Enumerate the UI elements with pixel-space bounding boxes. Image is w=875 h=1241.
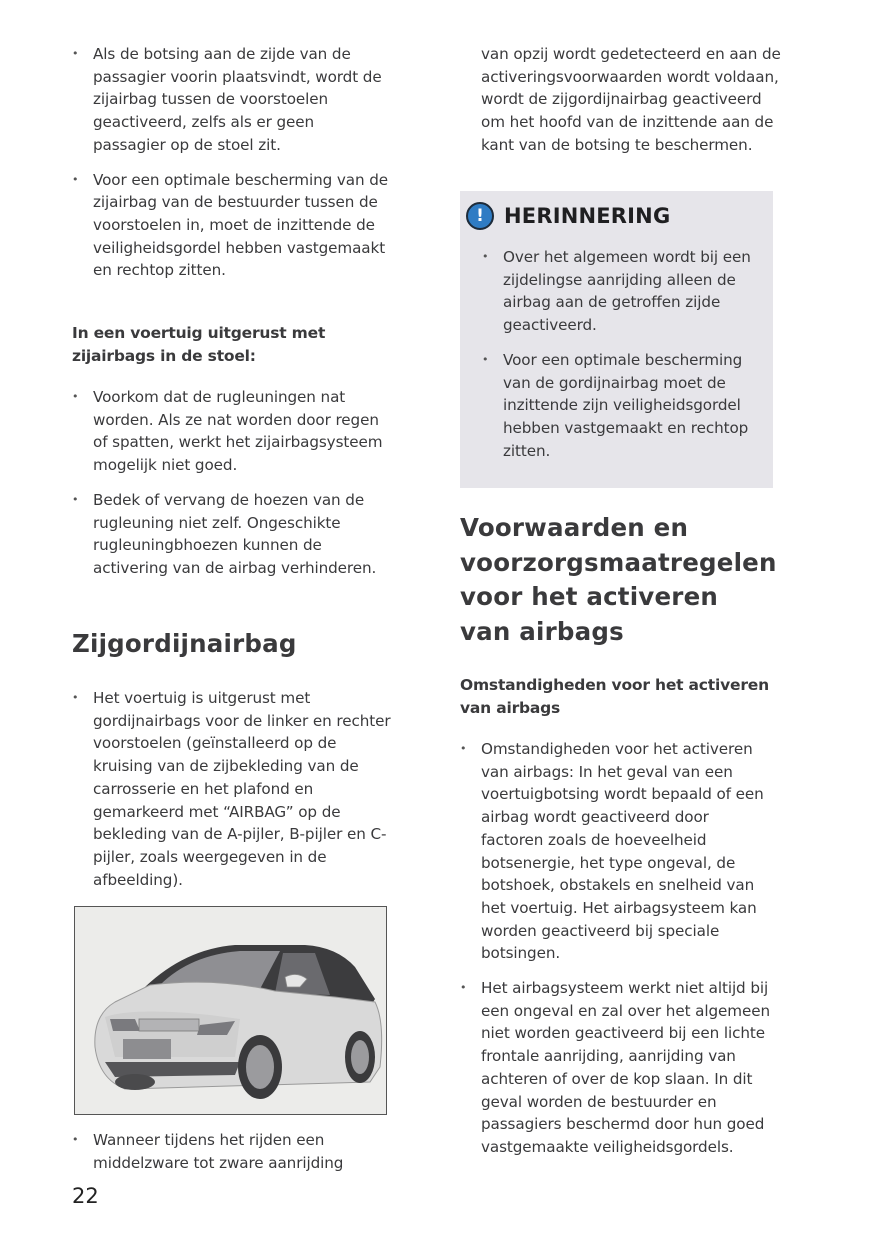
car-image-icon <box>75 907 386 1113</box>
list-item: • Het airbagsysteem werkt niet altijd bij een ongeval en zal over het algemeen niet worden geactiveerd bij een lichte frontale aanrijding, aanrijding van achteren of over de kop slaan. In dit geval worden de bestuurder en passagiers beschermd door hun goed vastgemaakte veiligheidsgordels. <box>460 977 774 1159</box>
list-item: • Voorkom dat de rugleuningen nat worden. Als ze nat worden door regen of spatten, werkt het zijairbagsysteem mogelijk niet goed. <box>72 386 390 477</box>
seat-airbag-subheading: In een voertuig uitgerust met zijairbags in de stoel: <box>72 324 326 365</box>
exclamation-icon: ! <box>466 202 494 230</box>
car-illustration <box>74 906 387 1115</box>
list-item: • Het voertuig is uitgerust met gordijnairbags voor de linker en rechter voorstoelen (geïnstalleerd op de kruising van de zijbekleding van de carrosserie en het plafond en gemarkeerd met “AIRBAG” op de bekleding van de A-pijler, B-pijler en C-pijler, zoals weergegeven in de afbeelding). <box>72 687 392 891</box>
list-item: • Wanneer tijdens het rijden een middelzware tot zware aanrijding <box>72 1129 390 1174</box>
list-item: • Over het algemeen wordt bij een zijdelingse aanrijding alleen de airbag aan de getroffen zijde geactiveerd. <box>482 246 759 337</box>
section-title-conditions: Voorwaarden en voorzorgsmaatregelen voor het activeren van airbags <box>460 513 777 646</box>
continuation-paragraph: van opzij wordt gedetecteerd en aan de activeringsvoorwaarden wordt voldaan, wordt de zijgordijnairbag geactiveerd om het hoofd van de inzittende aan de kant van de botsing te beschermen. <box>481 45 781 154</box>
page-number: 22 <box>72 1184 99 1208</box>
notice-header <box>466 199 759 232</box>
list-item: • Voor een optimale bescherming van de gordijnairbag moet de inzittende zijn veiligheidsgordel hebben vastgemaakt en rechtop zitten. <box>482 349 759 463</box>
conditions-subheading: Omstandigheden voor het activeren van airbags <box>460 676 769 717</box>
conditions-bullet-list <box>460 738 774 1171</box>
list-item: • Bedek of vervang de hoezen van de rugleuning niet zelf. Ongeschikte rugleuningbhoezen kunnen de activering van de airbag verhinderen. <box>72 489 390 580</box>
seat-airbag-bullet-list <box>72 386 390 592</box>
section-title-curtain-airbag: Zijgordijnairbag <box>72 629 297 658</box>
list-item: • Omstandigheden voor het activeren van airbags: In het geval van een voertuigbotsing wordt bepaald of een airbag wordt geactiveerd door factoren zoals de hoeveelheid botsenergie, het type ongeval, de botshoek, obstakels en snelheid van het voertuig. Het airbagsysteem kan worden geactiveerd bij speciale botsingen. <box>460 738 774 965</box>
intro-bullet-list <box>72 43 390 294</box>
curtain-bullet-list <box>72 687 392 903</box>
trailing-bullet-list <box>72 1129 390 1186</box>
list-item: • Voor een optimale bescherming van de zijairbag van de bestuurder tussen de voorstoelen in, moet de inzittende de veiligheidsgordel hebben vastgemaakt en rechtop zitten. <box>72 169 390 283</box>
notice-title: HERINNERING <box>504 203 671 228</box>
notice-bullet-list <box>466 246 759 462</box>
list-item: • Als de botsing aan de zijde van de passagier voorin plaatsvindt, wordt de zijairbag tussen de voorstoelen geactiveerd, zelfs als er geen passagier op de stoel zit. <box>72 43 390 157</box>
reminder-notice <box>460 191 773 488</box>
